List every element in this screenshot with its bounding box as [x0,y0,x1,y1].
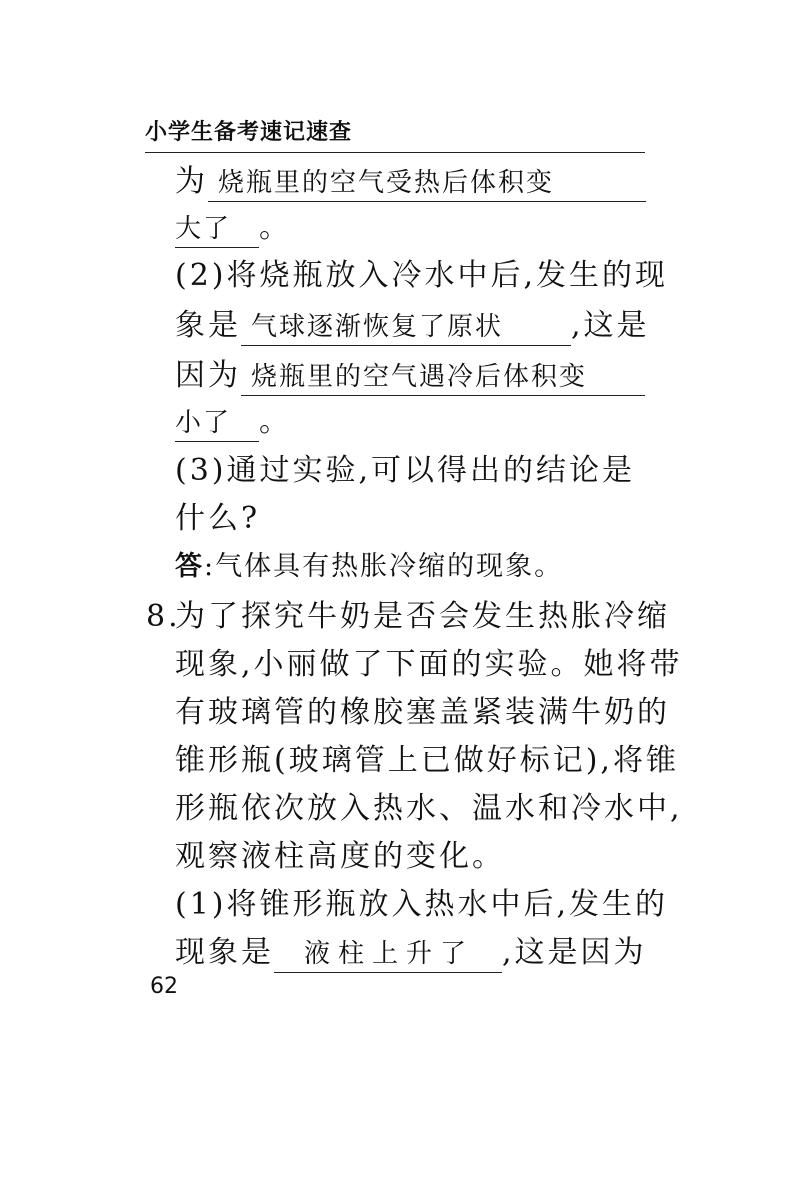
q7-part2-reason-blank [241,359,645,396]
q7-part3-question-line2: 什么? [175,501,261,536]
q8-stem-line: 观察液柱高度的变化。 [175,839,505,874]
q7-part2-reason-row [175,356,645,396]
q8-part1-prefix: 现象是 [175,935,274,970]
q7-part2-reason-row2 [175,402,292,442]
page-number: 62 [150,974,178,999]
q7-part2-reason-line2: 小了 [175,408,232,438]
running-header: 小学生备考速记速查 [145,120,353,145]
q7-part2-suffix: 。 [259,404,292,439]
q7-part3-answer-text: :气体具有热胀冷缩的现象。 [204,551,564,582]
q7-part2-question: (2)将烧瓶放入冷水中后,发生的现 [175,258,669,293]
q7-part2-reason-blank2 [175,405,259,442]
q8-stem-line: 有玻璃管的橡胶塞盖紧装满牛奶的 [175,695,670,730]
answer-label: 答 [175,551,204,582]
q7-part2-answer-row [175,306,650,346]
header-divider [145,152,645,153]
q7-part1-prefix: 为 [175,164,208,199]
q8-part1-question: (1)将锥形瓶放入热水中后,发生的 [175,887,669,922]
q8-part1-answer-blank [274,936,502,973]
q8-stem-line: 锥形瓶(玻璃管上已做好标记),将锥 [175,743,679,778]
q7-part2-prefix2: 因为 [175,358,241,393]
q8-part1-suffix: ,这是因为 [502,935,647,970]
q7-part1-line2 [175,208,292,248]
q7-part2-reason-line1: 烧瓶里的空气遇冷后体积变 [251,362,588,392]
q7-part1-answer-line2: 大了 [175,214,232,244]
q7-part1-line [175,162,646,202]
q7-part1-answer-blank [208,165,646,202]
q8-number: 8. [146,599,181,634]
q7-part2-answer: 气球逐渐恢复了原状 [251,312,504,342]
q7-part1-answer-line1: 烧瓶里的空气受热后体积变 [218,168,555,198]
q7-part1-suffix: 。 [259,210,292,245]
q8-stem-line: 形瓶依次放入热水、温水和冷水中, [175,791,683,826]
q8-part1-answer: 液柱上升了 [304,939,475,969]
q7-part2-prefix: 象是 [175,308,241,343]
q7-part2-answer-blank [241,309,571,346]
q7-part3-question-line1: (3)通过实验,可以得出的结论是 [175,453,636,488]
q8-stem-line: 为了探究牛奶是否会发生热胀冷缩 [175,599,670,634]
q8-stem-line: 现象,小丽做了下面的实验。她将带 [175,647,683,682]
q8-part1-answer-row [175,933,647,973]
q7-part1-answer-blank2 [175,211,259,248]
q7-part2-mid: ,这是 [571,308,650,343]
q7-part3-answer [175,547,563,587]
